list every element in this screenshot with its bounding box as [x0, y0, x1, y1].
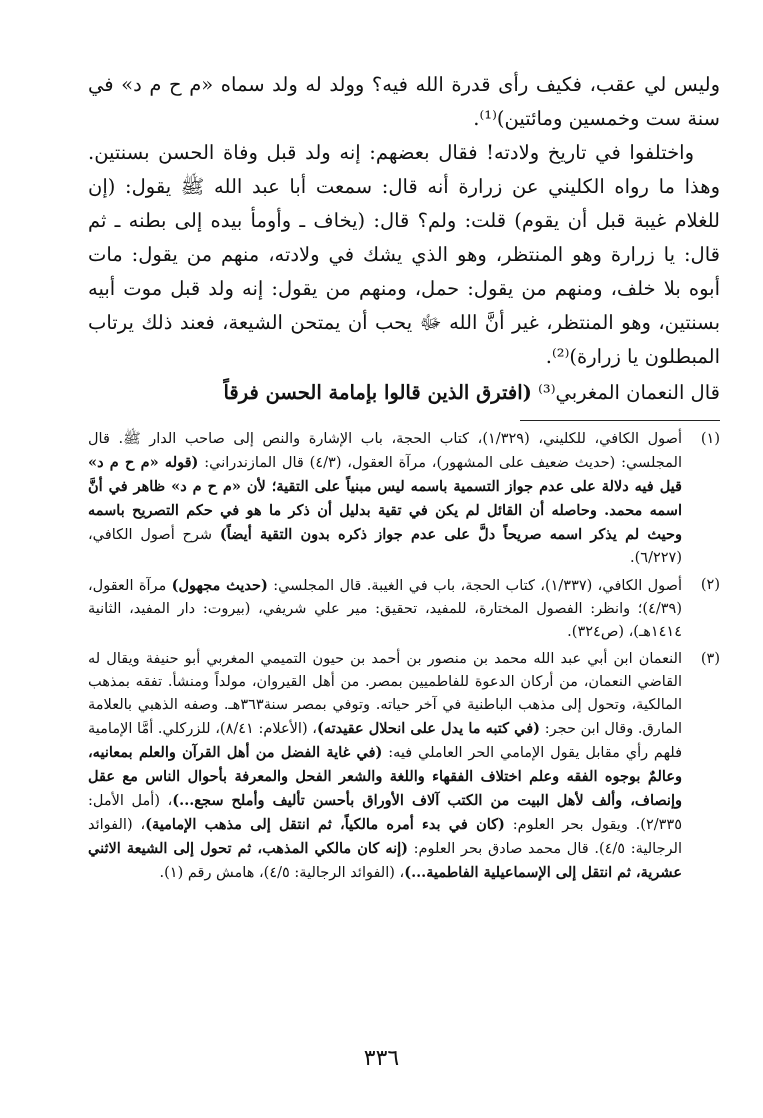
footnote-text [88, 428, 682, 570]
footnote-number: (٢) [700, 577, 720, 593]
footnote-mid-2: ، (أمل الأمل: ٢/٣٣٥). ويقول بحر العلوم: [88, 793, 682, 833]
footnote-plain: أصول الكافي، (١/٣٣٧)، كتاب الحجة، باب في الغيبة. قال المجلسي: [267, 578, 682, 594]
heading-bold: (افترق الذين قالوا بإمامة الحسن فرقاً [223, 381, 532, 404]
section-heading-line [88, 376, 720, 410]
footnote-tail: مرآة العقول، (٤/٣٩)؛ وانظر: الفصول المختارة، للمفيد، تحقيق: مير علي شريفي، (بيروت: دار المفيد، الثانية ١٤١٤هـ)، (ص٣٢٤). [88, 578, 682, 640]
page-number: ٣٣٦ [363, 1046, 400, 1071]
footnote-1 [88, 428, 720, 570]
footnote-number: (١) [700, 431, 720, 447]
footnote-bold-4: (إنه كان مالكي المذهب، ثم تحول إلى الشيعة الاثني عشرية، ثم انتقل إلى الإسماعيلية الفاطمية...) [88, 840, 682, 881]
footnote-text [88, 574, 682, 644]
footnote-text [88, 648, 682, 885]
footnote-bold: (في كتبه ما يدل على انحلال عقيدته) [316, 720, 541, 737]
main-text-block [88, 68, 720, 410]
footnote-2 [88, 574, 720, 644]
footnote-separator [520, 420, 720, 421]
footnote-number: (٣) [700, 651, 720, 667]
footnote-bold-3: (كان في بدء أمره مالكياً، ثم انتقل إلى مذهب الإمامية) [145, 816, 505, 833]
body-text [88, 68, 720, 374]
paragraph-2: واختلفوا في تاريخ ولادته! فقال بعضهم: إنه ولد قبل وفاة الحسن بسنتين. وهذا ما رواه الكليني عن زرارة أنه قال: سمعت أبا عبد الله ﷺ يقول: (إن للغلام غيبة قبل أن يقوم) قلت: ولم؟ قال: (يخاف ـ وأومأ بيده إلى بطنه ـ ثم قال: يا زرارة وهو المنتظر، وهو الذي يشك في ولادته، منهم من يقول: مات أبوه بلا خلف، ومنهم من يقول: حمل، ومنهم من يقول: إنه ولد قبل موت أبيه بسنتين، وهو المنتظر، غير أنَّ الله ﷻ يحب أن يمتحن الشيعة، فعند ذلك يرتاب المبطلون يا زرارة)⁽²⁾. [88, 141, 720, 368]
footnote-tail: شرح أصول الكافي، (٦/٢٢٧). [88, 527, 682, 566]
footnote-tail: ، (الفوائد الرجالية: ٤/٥)، هامش رقم (١). [159, 865, 405, 881]
footnote-bold: (قوله «م ح م د» قيل فيه دلالة على عدم جواز التسمية باسمه ليس مبنياً على التقية؛ لأن «م ح م د» ظاهر في أنَّ اسمه محمد. وحاصله أن القائل لم يكن في تقية بدليل أن ذكر ما هو في حكم التصريح باسمه وحيث لم يذكر اسمه صريحاً دلَّ على عدم جواز ذكره بدون التقية أيضاً) [88, 454, 682, 543]
footnotes [88, 428, 720, 889]
footnote-3 [88, 648, 720, 885]
footnote-mid-3: ، (الفوائد الرجالية: ٤/٥). قال محمد صادق بحر العلوم: [88, 817, 683, 857]
footnote-plain: أصول الكافي، للكليني، (١/٣٢٩)، كتاب الحجة، باب الإشارة والنص إلى صاحب الدار ﷺ. قال المجلسي: (حديث ضعيف على المشهور)، مرآة العقول، (٤/٣) قال المازندراني: [88, 431, 682, 471]
paragraph-1: وليس لي عقب، فكيف رأى قدرة الله فيه؟ وولد له ولد سماه «م ح م د» في سنة ست وخمسين ومائتين)⁽¹⁾. [88, 73, 720, 130]
footnote-bold-2: (في غاية الفضل من أهل القرآن والعلم بمعانيه، وعالمٌ بوجوه الفقه وعلم اختلاف الفقهاء واللغة والشعر الفحل والمعرفة بأحوال الناس مع عقل وإنصاف، وألف لأهل البيت من الكتب آلاف الأوراق بأحسن تأليف وأملح سجع...) [88, 744, 683, 809]
footnote-mid: ، (الأعلام: ٨/٤١)، للزركلي. أمَّا الإمامية فلهم رأي مقابل يقول الإمامي الحر العاملي فيه: [88, 721, 682, 761]
footnote-plain: النعمان ابن أبي عبد الله محمد بن منصور بن أحمد بن حيون التميمي المغربي أبو حنيفة ويقال له القاضي النعمان، من أركان الدعوة للفاطميين بمصر. من أهل القيروان، مولداً ومنشأ. تفقه بمذهب المالكية، وتحول إلى مذهب الباطنية في آخر حياته. وتوفي بمصر سنة٣٦٣هـ. وصفه الذهبي بالعلامة المارق. وقال ابن حجر: [88, 651, 682, 737]
footnote-bold: (حديث مجهول) [171, 577, 268, 594]
heading-prefix: قال النعمان المغربي⁽³⁾ [538, 381, 720, 404]
